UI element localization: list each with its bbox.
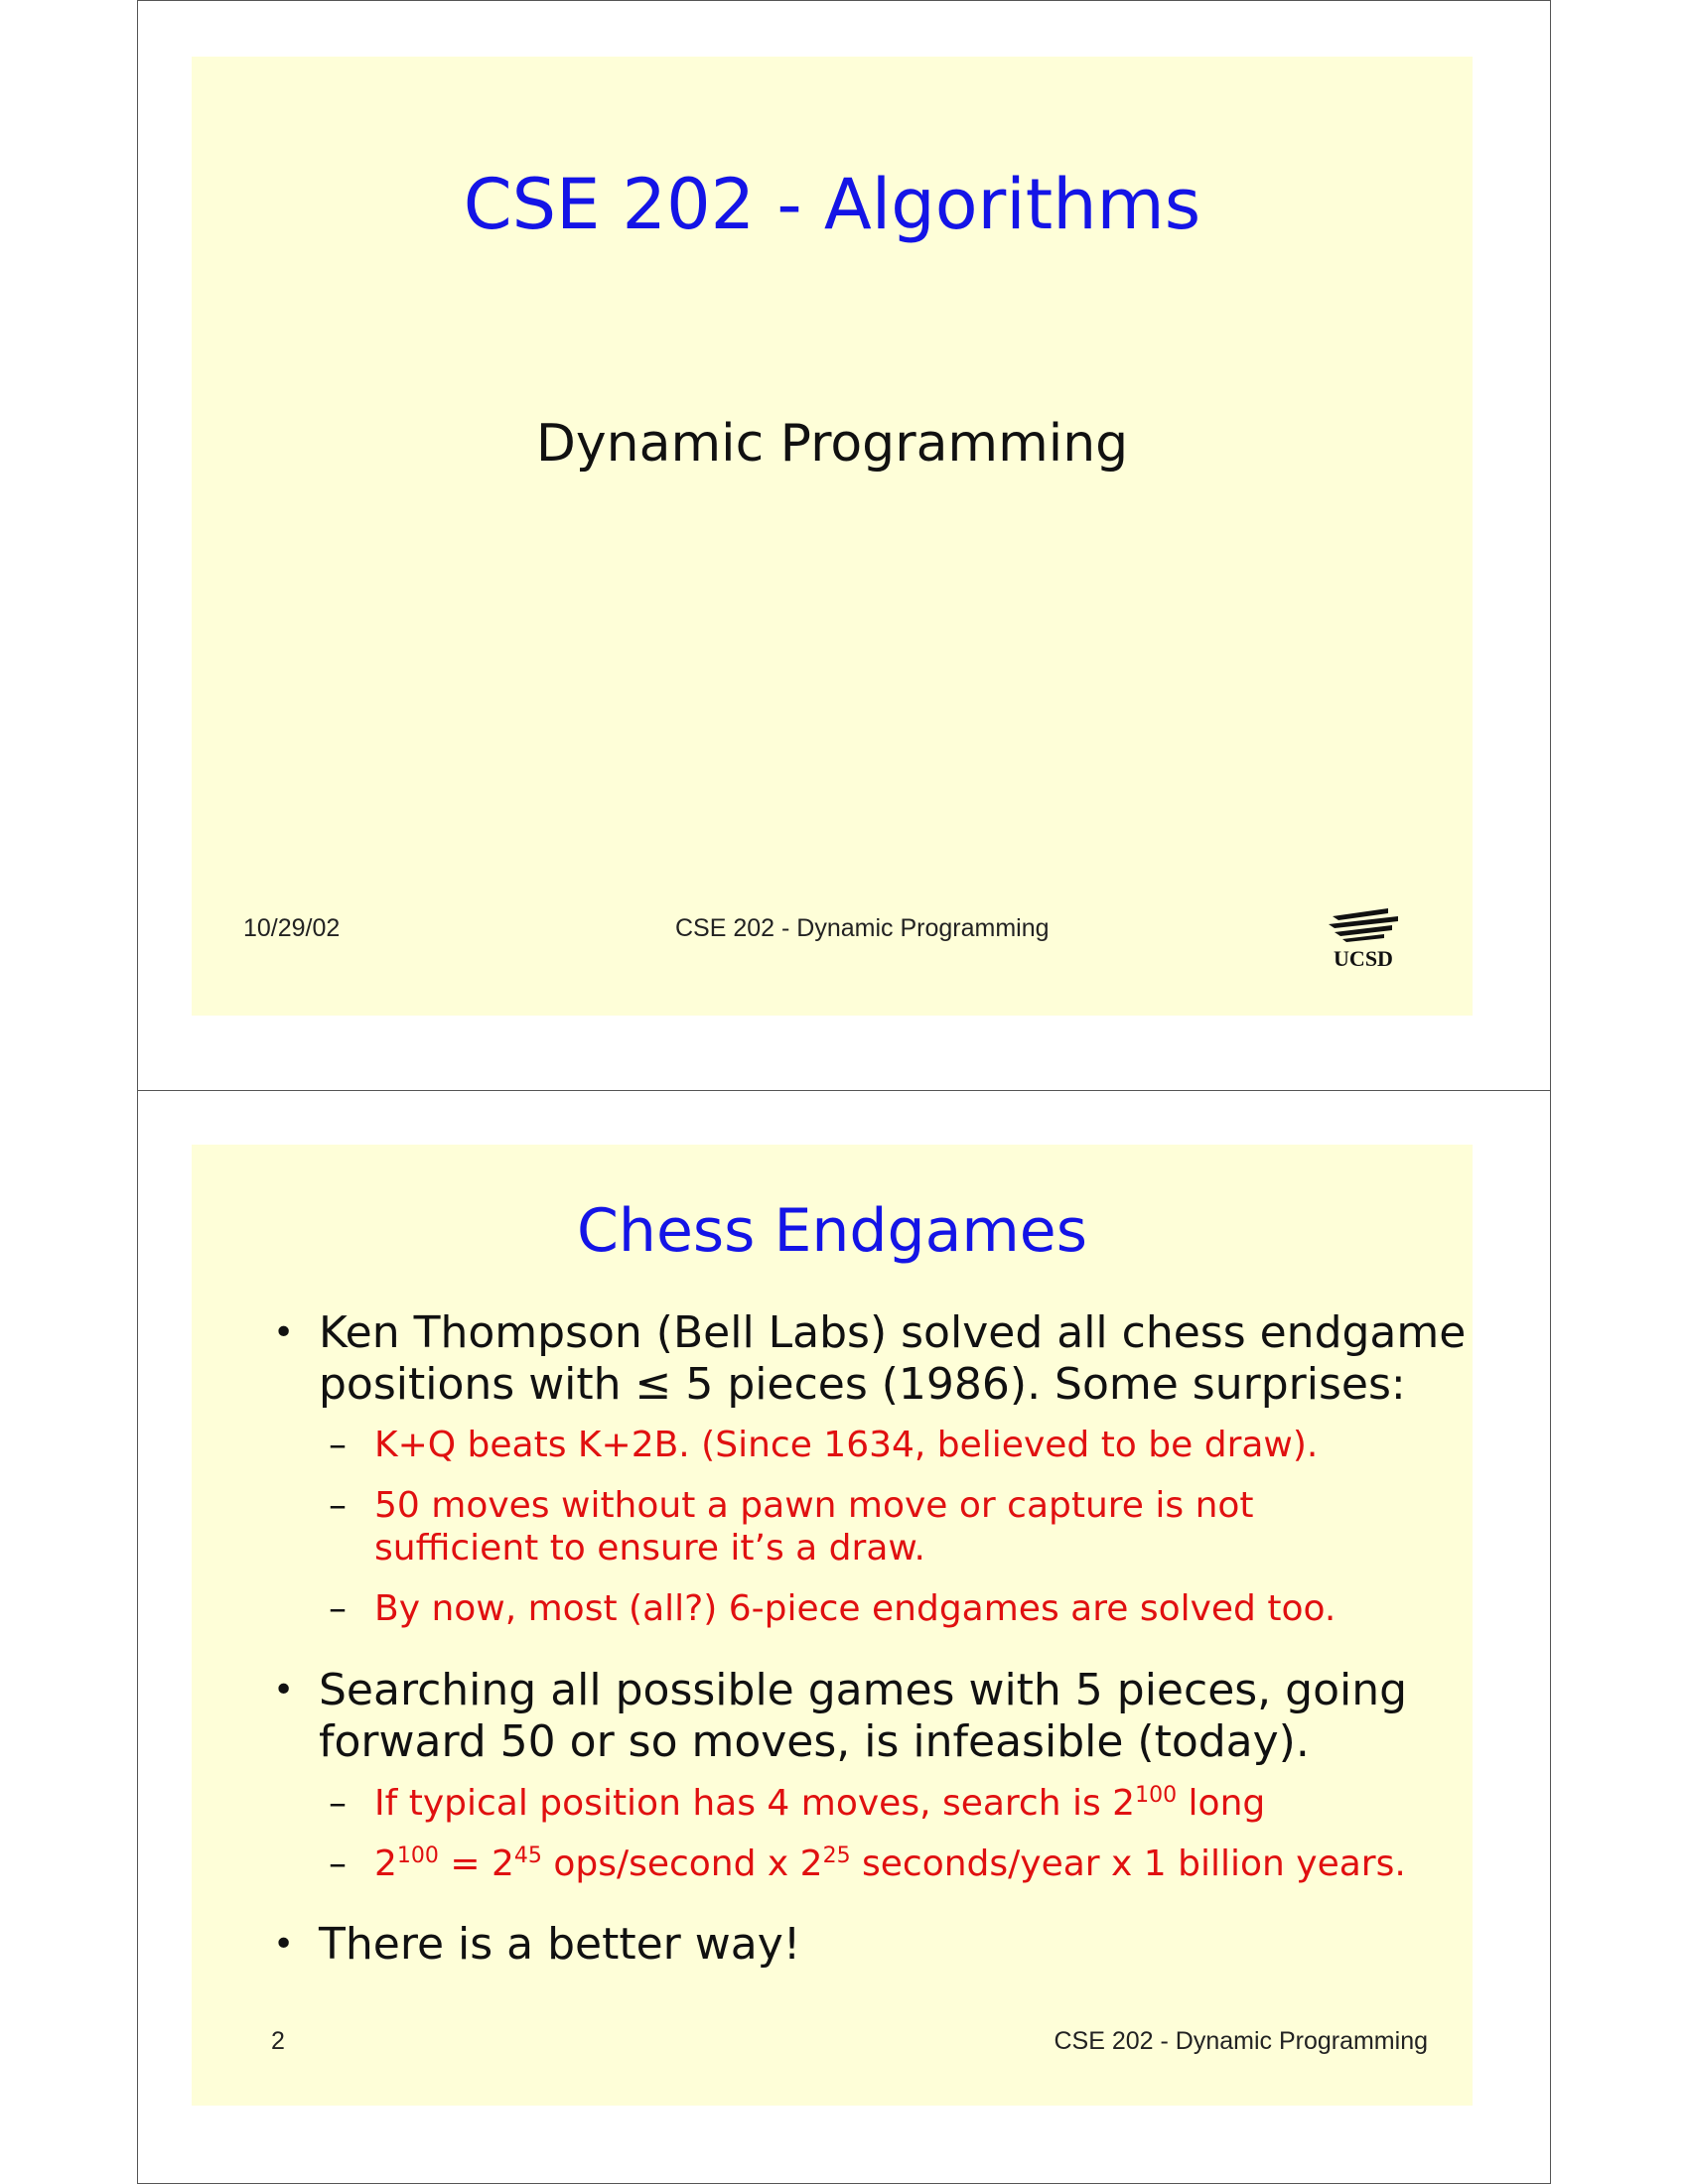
sub-bullet-2-1-post: long (1177, 1783, 1266, 1824)
exponent: 45 (513, 1843, 542, 1868)
sub-bullet-2-2 (329, 1843, 1406, 1885)
exponent: 100 (1135, 1783, 1178, 1808)
bullet-dot: • (273, 1312, 295, 1353)
bullet-2 (273, 1665, 1408, 1768)
slide-2-page-number: 2 (271, 2027, 285, 2055)
sub-bullet-1-2-line-1: 50 moves without a pawn move or capture is not (374, 1485, 1254, 1526)
bullet-2-line-1: Searching all possible games with 5 pieces, going (319, 1665, 1408, 1715)
slide-1-subtitle: Dynamic Programming (535, 414, 1129, 474)
sub-bullet-dash: – (329, 1425, 347, 1465)
bullet-1 (273, 1307, 1467, 1411)
sub-bullet-1-2 (329, 1484, 1254, 1570)
sub-bullet-1-1 (329, 1424, 1319, 1466)
sub-bullet-2-1-pre: If typical position has 4 moves, search is 2 (374, 1783, 1136, 1824)
sub-bullet-dash: – (329, 1783, 347, 1824)
sub-bullet-2-2-text (374, 1843, 1406, 1885)
sub-bullet-dash: – (329, 1588, 347, 1629)
bullet-1-line-2: positions with ≤ 5 pieces (1986). Some surprises: (319, 1359, 1406, 1410)
sub-bullet-1-3-text: By now, most (all?) 6-piece endgames are solved too. (374, 1588, 1336, 1629)
eq-part: ops/second x 2 (541, 1843, 823, 1884)
eq-part: seconds/year x 1 billion years. (850, 1843, 1406, 1884)
slide-1-footer-title: CSE 202 - Dynamic Programming (675, 914, 1050, 942)
sub-bullet-2-1 (329, 1782, 1266, 1825)
bullet-2-line-2: forward 50 or so moves, is infeasible (today). (319, 1716, 1310, 1767)
sub-bullet-1-1-text: K+Q beats K+2B. (Since 1634, believed to be draw). (374, 1425, 1319, 1465)
sub-bullet-dash: – (329, 1485, 347, 1526)
sub-bullet-1-2-line-2: sufficient to ensure it’s a draw. (374, 1528, 925, 1569)
ucsd-logo-icon (1319, 906, 1408, 976)
sub-bullet-1-3 (329, 1587, 1336, 1630)
bullet-3-line-1: There is a better way! (319, 1919, 801, 1970)
bullet-dot: • (273, 1924, 295, 1965)
exponent: 25 (822, 1843, 851, 1868)
slide-1-footer-date: 10/29/02 (243, 914, 341, 942)
slide-2 (192, 1145, 1473, 2106)
slide-1-title: CSE 202 - Algorithms (463, 164, 1201, 245)
bullet-3 (273, 1919, 801, 1971)
slide-1 (192, 57, 1473, 1016)
sub-bullet-dash: – (329, 1843, 347, 1884)
ucsd-logo-text: UCSD (1334, 946, 1393, 971)
ucsd-logo (1319, 906, 1408, 976)
bullet-1-line-1: Ken Thompson (Bell Labs) solved all chess endgame (319, 1307, 1467, 1358)
slide-2-title: Chess Endgames (577, 1196, 1087, 1266)
eq-part: = 2 (438, 1843, 514, 1884)
exponent: 100 (396, 1843, 439, 1868)
eq-part: 2 (374, 1843, 397, 1884)
slide-2-footer-title: CSE 202 - Dynamic Programming (1054, 2027, 1428, 2055)
bullet-dot: • (273, 1670, 295, 1710)
sub-bullet-2-1-text (374, 1782, 1265, 1825)
